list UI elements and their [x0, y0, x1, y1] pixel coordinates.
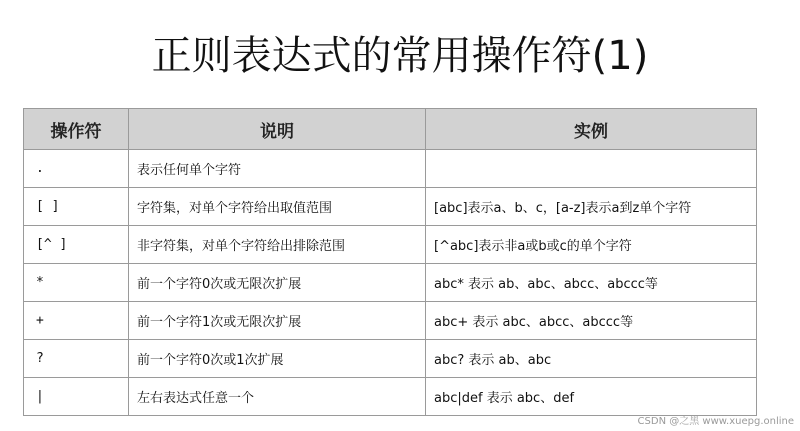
header-row	[24, 109, 757, 150]
operator-cell: ?	[24, 340, 129, 378]
slide-title: 正则表达式的常用操作符(1)	[151, 33, 649, 79]
description-cell: 非字符集，对单个字符给出排除范围	[129, 226, 426, 264]
operator-cell: +	[24, 302, 129, 340]
header-description: 说明	[129, 109, 426, 150]
example-cell: abc|def 表示 abc、def	[426, 378, 757, 416]
header-operator: 操作符	[24, 109, 129, 150]
description-cell: 左右表达式任意一个	[129, 378, 426, 416]
operators-table	[23, 108, 757, 416]
watermark: CSDN @之黑 www.xuepg.online	[637, 416, 794, 427]
table-row	[24, 188, 757, 226]
example-cell: abc? 表示 ab、abc	[426, 340, 757, 378]
table-row	[24, 226, 757, 264]
example-cell	[426, 150, 757, 188]
table-row	[24, 378, 757, 416]
example-cell: abc* 表示 ab、abc、abcc、abccc等	[426, 264, 757, 302]
description-cell: 表示任何单个字符	[129, 150, 426, 188]
operator-cell: [^ ]	[24, 226, 129, 264]
description-cell: 前一个字符1次或无限次扩展	[129, 302, 426, 340]
table-row	[24, 264, 757, 302]
table-row	[24, 302, 757, 340]
description-cell: 前一个字符0次或无限次扩展	[129, 264, 426, 302]
table-header	[24, 109, 757, 150]
table-body	[24, 150, 757, 416]
header-example: 实例	[426, 109, 757, 150]
example-cell: [^abc]表示非a或b或c的单个字符	[426, 226, 757, 264]
example-cell: [abc]表示a、b、c，[a-z]表示a到z单个字符	[426, 188, 757, 226]
description-cell: 前一个字符0次或1次扩展	[129, 340, 426, 378]
operator-cell: .	[24, 150, 129, 188]
operator-cell: [ ]	[24, 188, 129, 226]
operator-cell: |	[24, 378, 129, 416]
example-cell: abc+ 表示 abc、abcc、abccc等	[426, 302, 757, 340]
operator-cell: *	[24, 264, 129, 302]
table-row	[24, 340, 757, 378]
table-row	[24, 150, 757, 188]
description-cell: 字符集，对单个字符给出取值范围	[129, 188, 426, 226]
